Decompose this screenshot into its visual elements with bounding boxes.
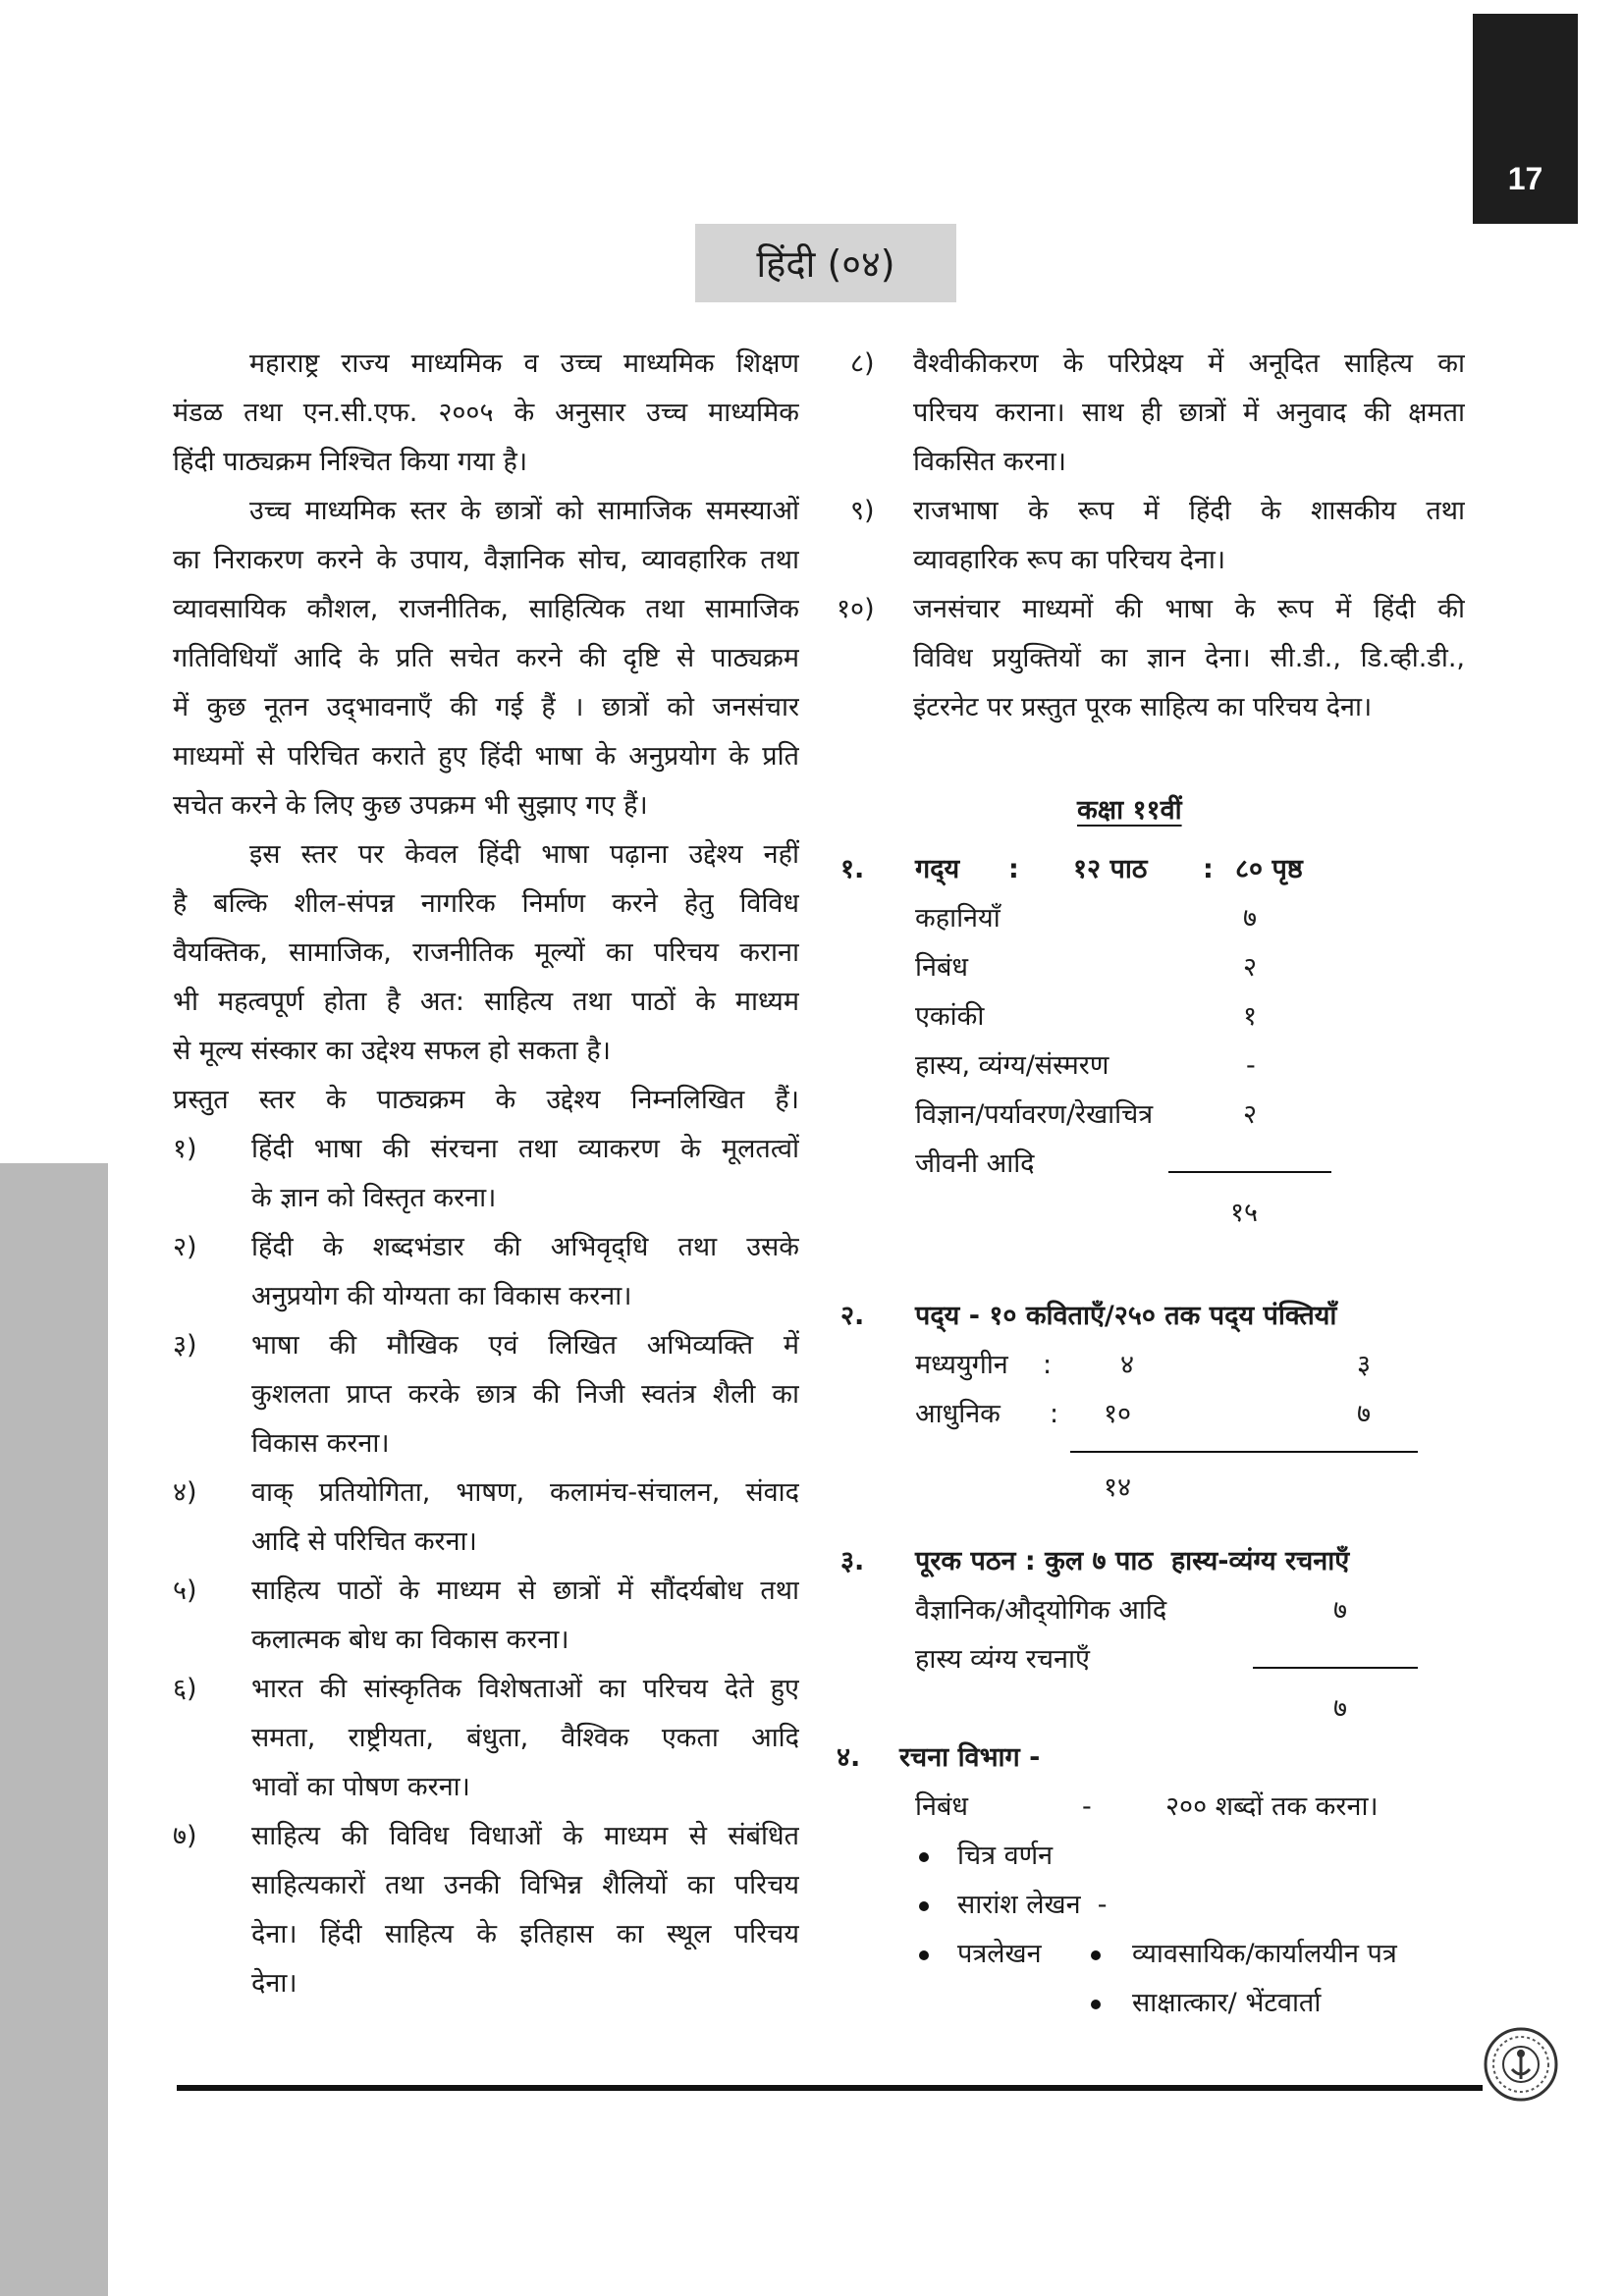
section-pages: ८० पृष्ठ bbox=[1235, 854, 1303, 884]
supplementary-type: हास्य व्यंग्य रचनाएँ bbox=[915, 1644, 1090, 1675]
prose-total: १५ bbox=[1230, 1198, 1259, 1228]
total-rule bbox=[1070, 1451, 1418, 1453]
intro3-line: प्रस्तुत स्तर के पाठ्यक्रम के उद्देश्य निम्नलिखित हैं। bbox=[173, 1085, 799, 1115]
poetry-total: १४ bbox=[1104, 1472, 1132, 1503]
side-margin-bar bbox=[0, 1163, 108, 2296]
section-heading: पद्‌य - १० कविताएँ/२५० तक पद्‌य पंक्तियाँ bbox=[915, 1301, 1337, 1331]
objective-line: हिंदी भाषा की संरचना तथा व्याकरण के मूलतत्वों bbox=[251, 1134, 799, 1164]
prose-type: एकांकी bbox=[915, 1001, 985, 1032]
prose-type: कहानियाँ bbox=[915, 903, 1001, 934]
objective-number: १०) bbox=[837, 594, 875, 624]
section-number: ४. bbox=[837, 1742, 861, 1773]
objective-number: ४) bbox=[173, 1477, 197, 1508]
objective-line: देना। bbox=[251, 1968, 298, 1999]
objective-line: देना। हिंदी साहित्य के इतिहास का स्थूल परिचय bbox=[251, 1919, 799, 1949]
objective-line: आदि से परिचित करना। bbox=[251, 1526, 477, 1557]
intro2-line: व्यावसायिक कौशल, राजनीतिक, साहित्यिक तथा सामाजिक bbox=[173, 594, 799, 624]
supplementary-count: ७ bbox=[1333, 1595, 1348, 1626]
section-colon: : bbox=[1008, 854, 1019, 884]
objective-line: विविध प्रयुक्तियों का ज्ञान देना। सी.डी., डि.व्ही.डी., bbox=[913, 643, 1465, 673]
objective-line: परिचय कराना। साथ ही छात्रों में अनुवाद की क्षमता bbox=[913, 398, 1465, 428]
objective-line: जनसंचार माध्यमों की भाषा के रूप में हिंदी की bbox=[913, 594, 1465, 624]
objective-line: भावों का पोषण करना। bbox=[251, 1772, 470, 1802]
letter-type: साक्षात्कार/ भेंटवार्ता bbox=[1132, 1988, 1322, 2018]
objective-line: कलात्मक बोध का विकास करना। bbox=[251, 1625, 569, 1655]
objective-line: साहित्य की विविध विधाओं के माध्यम से संबंधित bbox=[251, 1821, 799, 1851]
objective-line: इंटरनेट पर प्रस्तुत पूरक साहित्य का परिचय देना। bbox=[913, 692, 1373, 722]
poetry-count: ३ bbox=[1357, 1350, 1372, 1380]
prose-type: निबंध bbox=[915, 952, 968, 983]
intro2-line: सचेत करने के लिए कुछ उपक्रम भी सुझाए गए हैं। bbox=[173, 790, 648, 821]
objective-line: विकास करना। bbox=[251, 1428, 390, 1459]
section-number: ३. bbox=[840, 1546, 865, 1576]
objective-line: वैश्वीकीकरण के परिप्रेक्ष्य में अनूदित साहित्य का bbox=[913, 348, 1465, 379]
poetry-type: आधुनिक bbox=[915, 1399, 1001, 1429]
objective-number: ३) bbox=[173, 1330, 197, 1361]
poetry-type: मध्ययुगीन bbox=[915, 1350, 1008, 1380]
intro3-line: से मूल्य संस्कार का उद्देश्य सफल हो सकता है। bbox=[173, 1036, 611, 1066]
objective-line: भाषा की मौखिक एवं लिखित अभिव्यक्ति में bbox=[251, 1330, 799, 1361]
objective-line: राजभाषा के रूप में हिंदी के शासकीय तथा bbox=[913, 496, 1465, 526]
supplementary-type: वैज्ञानिक/औद्‌योगिक आदि bbox=[915, 1595, 1167, 1626]
letter-type: व्यावसायिक/कार्यालयीन पत्र bbox=[1132, 1939, 1397, 1969]
prose-type: हास्य, व्यंग्य/संस्मरण bbox=[915, 1050, 1109, 1081]
prose-count: - bbox=[1246, 1050, 1256, 1081]
poetry-count: १० bbox=[1104, 1399, 1132, 1429]
objective-number: ५) bbox=[173, 1575, 197, 1606]
poetry-colon: : bbox=[1050, 1399, 1059, 1429]
intro1-line: महाराष्ट्र राज्य माध्यमिक व उच्च माध्यमिक शिक्षण bbox=[249, 348, 799, 379]
section-number: १. bbox=[840, 854, 865, 884]
objective-line: भारत की सांस्कृतिक विशेषताओं का परिचय देते हुए bbox=[251, 1674, 799, 1704]
supplementary-total: ७ bbox=[1333, 1693, 1348, 1724]
objective-line: हिंदी के शब्दभंडार की अभिवृद्‌धि तथा उसके bbox=[251, 1232, 799, 1262]
page-number-tab bbox=[1473, 14, 1578, 224]
section-heading: रचना विभाग - bbox=[899, 1742, 1041, 1773]
prose-count: १ bbox=[1243, 1001, 1258, 1032]
objective-line: व्यावहारिक रूप का परिचय देना। bbox=[913, 545, 1226, 575]
poetry-colon: : bbox=[1043, 1350, 1053, 1380]
intro1-line: मंडळ तथा एन.सी.एफ. २००५ के अनुसार उच्च माध्यमिक bbox=[173, 398, 799, 428]
objective-line: साहित्य पाठों के माध्यम से छात्रों में सौंदर्यबोध तथा bbox=[251, 1575, 799, 1606]
prose-type: जीवनी आदि bbox=[915, 1148, 1035, 1179]
essay-text: २०० शब्दों तक करना। bbox=[1165, 1791, 1379, 1822]
intro3-line: भी महत्वपूर्ण होता है अत: साहित्य तथा पाठों के माध्यम bbox=[173, 987, 799, 1017]
objective-line: के ज्ञान को विस्तृत करना। bbox=[251, 1183, 497, 1213]
bottom-rule bbox=[177, 2085, 1483, 2091]
intro3-line: इस स्तर पर केवल हिंदी भाषा पढ़ाना उद्देश्य नहीं bbox=[249, 839, 799, 870]
total-rule bbox=[1168, 1171, 1331, 1173]
intro1-line: हिंदी पाठ्यक्रम निश्चित किया गया है। bbox=[173, 447, 528, 477]
objective-line: वाक्‌ प्रतियोगिता, भाषण, कलामंच-संचालन, संवाद bbox=[251, 1477, 799, 1508]
intro2-line: माध्यमों से परिचित कराते हुए हिंदी भाषा के अनुप्रयोग के प्रति bbox=[173, 741, 799, 772]
prose-count: ७ bbox=[1243, 903, 1258, 934]
intro2-line: में कुछ नूतन उद्‌भावनाएँ की गई हैं । छात्रों को जनसंचार bbox=[173, 692, 799, 722]
section-heading: पूरक पठन : कुल ७ पाठ हास्य-व्यंग्य रचनाएँ bbox=[915, 1546, 1350, 1576]
total-rule bbox=[1253, 1667, 1418, 1669]
objective-number: ६) bbox=[173, 1674, 197, 1704]
objective-line: विकसित करना। bbox=[913, 447, 1066, 477]
objective-line: साहित्यकारों तथा उनकी विभिन्न शैलियों का परिचय bbox=[251, 1870, 799, 1900]
bullet-icon bbox=[919, 1950, 929, 1960]
prose-type: विज्ञान/पर्यावरण/रेखाचित्र bbox=[915, 1099, 1154, 1130]
objective-number: ८) bbox=[850, 348, 875, 379]
objective-line: अनुप्रयोग की योग्यता का विकास करना। bbox=[251, 1281, 632, 1311]
section-lessons: १२ पाठ bbox=[1073, 854, 1148, 884]
section-heading: गद्‌य bbox=[915, 854, 960, 884]
page-title: हिंदी (०४) bbox=[695, 224, 956, 302]
intro3-line: है बल्कि शील-संपन्न नागरिक निर्माण करने हेतु विविध bbox=[173, 888, 799, 919]
intro2-line: उच्च माध्यमिक स्तर के छात्रों को सामाजिक समस्याओं bbox=[249, 496, 799, 526]
section-colon: : bbox=[1203, 854, 1214, 884]
poetry-count: ४ bbox=[1120, 1350, 1135, 1380]
essay-label: निबंध bbox=[915, 1791, 968, 1822]
poetry-count: ७ bbox=[1357, 1399, 1372, 1429]
objective-number: ७) bbox=[173, 1821, 197, 1851]
section-number: २. bbox=[840, 1301, 865, 1331]
bullet-icon bbox=[919, 1852, 929, 1862]
objective-line: कुशलता प्राप्त करके छात्र की निजी स्वतंत्र शैली का bbox=[251, 1379, 799, 1410]
intro3-line: वैयक्तिक, सामाजिक, राजनीतिक मूल्यों का परिचय कराना bbox=[173, 937, 799, 968]
objective-number: १) bbox=[173, 1134, 197, 1164]
prose-count: २ bbox=[1243, 952, 1258, 983]
composition-item: चित्र वर्णन bbox=[957, 1841, 1054, 1871]
class-heading: कक्षा ११वीं bbox=[1077, 795, 1182, 826]
bullet-icon bbox=[1091, 1950, 1101, 1960]
intro2-line: का निराकरण करने के उपाय, वैज्ञानिक सोच, व्यावहारिक तथा bbox=[173, 545, 799, 575]
intro2-line: गतिविधियाँ आदि के प्रति सचेत करने की दृष्टि से पाठ्यक्रम bbox=[173, 643, 799, 673]
composition-item: सारांश लेखन - bbox=[957, 1890, 1108, 1920]
prose-count: २ bbox=[1243, 1099, 1258, 1130]
bullet-icon bbox=[919, 1901, 929, 1911]
board-emblem-icon bbox=[1483, 2026, 1559, 2103]
composition-item: पत्रलेखन bbox=[957, 1939, 1042, 1969]
objective-number: २) bbox=[173, 1232, 197, 1262]
essay-dash: - bbox=[1082, 1791, 1092, 1822]
page-number: 17 bbox=[1507, 161, 1543, 196]
objective-number: ९) bbox=[850, 496, 875, 526]
objective-line: समता, राष्ट्रीयता, बंधुता, वैश्विक एकता आदि bbox=[251, 1723, 799, 1753]
bullet-icon bbox=[1091, 2000, 1101, 2009]
